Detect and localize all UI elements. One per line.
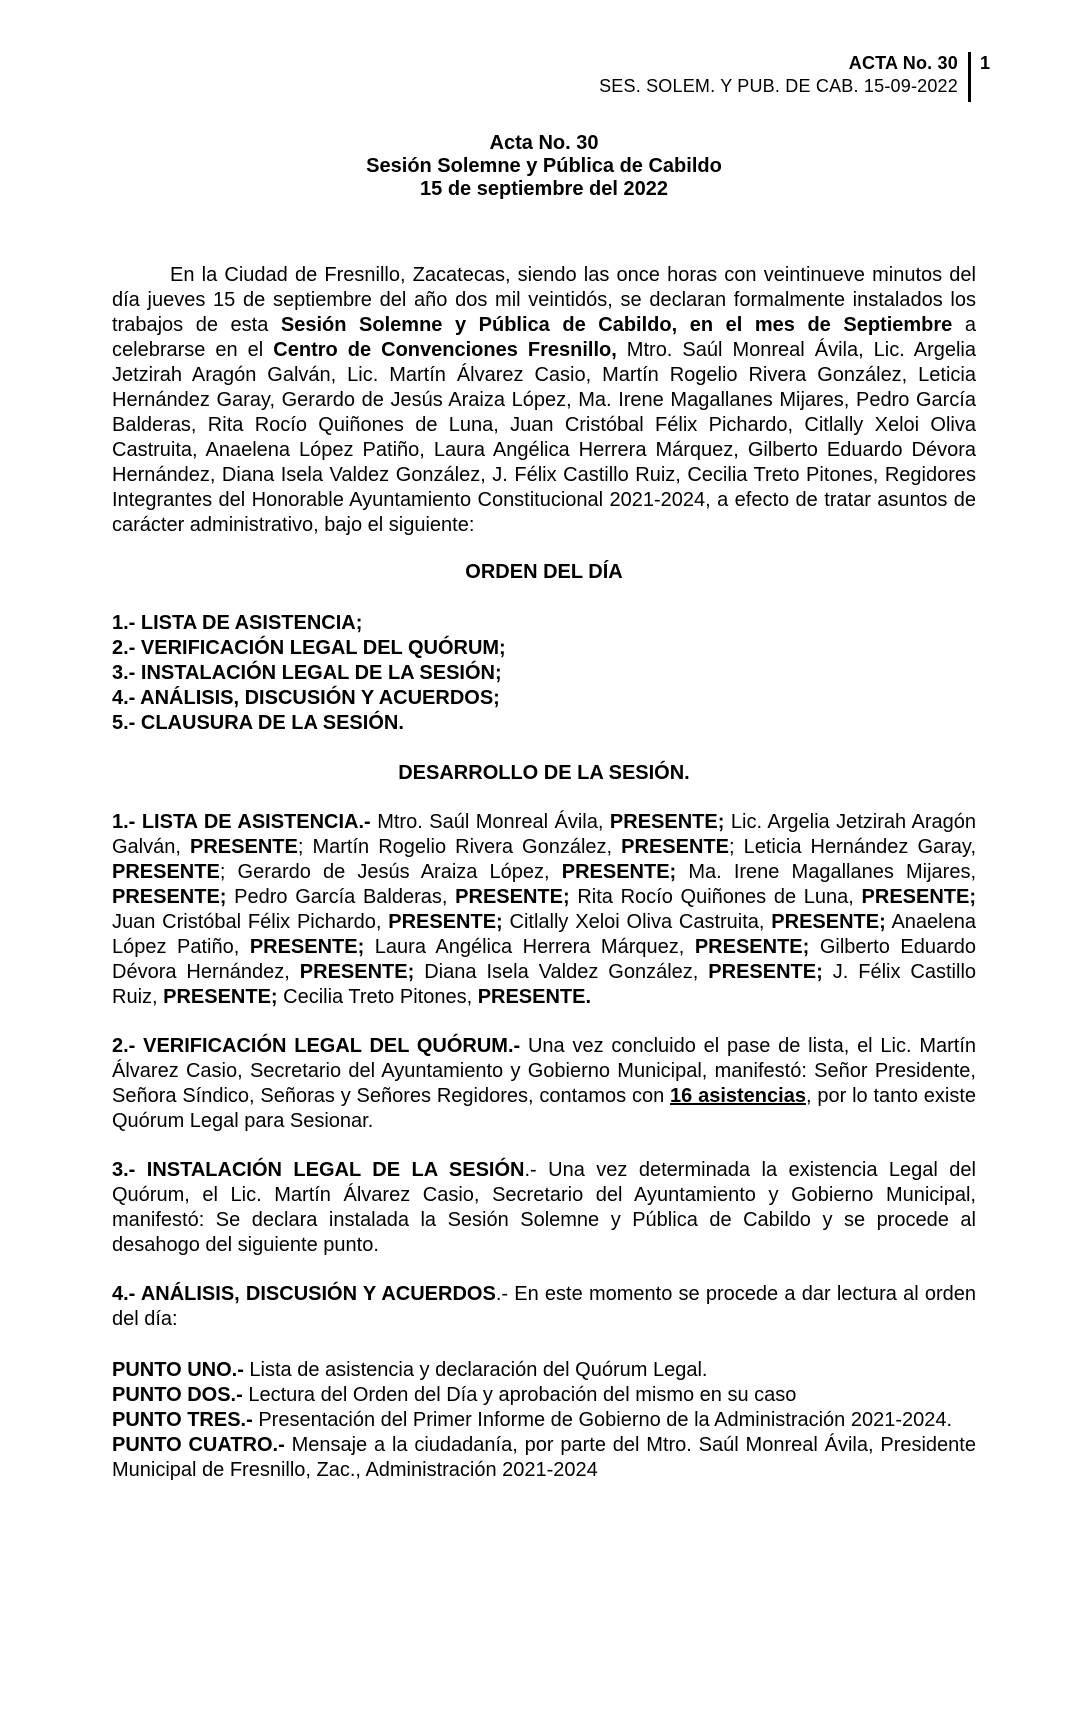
desarrollo-heading: DESARROLLO DE LA SESIÓN. [398,762,690,784]
document-title [0,132,1088,201]
punto-dos-paragraph: PUNTO DOS.- Lectura del Orden del Día y aprobación del mismo en su caso [112,1384,797,1406]
instalacion-legal-paragraph: 3.- INSTALACIÓN LEGAL DE LA SESIÓN.- Una vez determinada la existencia Legal del Quórum, el Lic. Martín Álvarez Casio, Secretario del Ayuntamiento y Gobierno Municipal, manifestó: Se declara instalada la Sesión Solemne y Pública de Cabildo y se procede al desahogo del siguiente punto. [112,1159,976,1256]
orden-del-dia-list [112,611,976,736]
punto-tres-paragraph: PUNTO TRES.- Presentación del Primer Informe de Gobierno de la Administración 2021-2024. [112,1409,953,1431]
header-page-number: 1 [979,53,990,73]
orden-item-instalacion-legal: 3.- INSTALACIÓN LEGAL DE LA SESIÓN; [112,662,502,684]
header-acta-number: ACTA No. 30 [848,53,958,73]
title-line-date: 15 de septiembre del 2022 [420,178,668,200]
puntos-list [112,1358,976,1483]
lista-asistencia-paragraph: 1.- LISTA DE ASISTENCIA.- Mtro. Saúl Monreal Ávila, PRESENTE; Lic. Argelia Jetzirah Aragón Galván, PRESENTE; Martín Rogelio Rivera González, PRESENTE; Leticia Hernández Garay, PRESENTE; Gerardo de Jesús Araiza López, PRESENTE; Ma. Irene Magallanes Mijares, PRESENTE; Pedro García Balderas, PRESENTE; Rita Rocío Quiñones de Luna, PRESENTE; Juan Cristóbal Félix Pichardo, PRESENTE; Citlally Xeloi Oliva Castruita, PRESENTE; Anaelena López Patiño, PRESENTE; Laura Angélica Herrera Márquez, PRESENTE; Gilberto Eduardo Dévora Hernández, PRESENTE; Diana Isela Valdez González, PRESENTE; J. Félix Castillo Ruiz, PRESENTE; Cecilia Treto Pitones, PRESENTE. [112,811,977,1008]
page-header [0,52,990,102]
orden-item-clausura: 5.- CLAUSURA DE LA SESIÓN. [112,712,404,734]
punto-cuatro-paragraph: PUNTO CUATRO.- Mensaje a la ciudadanía, por parte del Mtro. Saúl Monreal Ávila, Presidente Municipal de Fresnillo, Zac., Administración 2021-2024 [112,1434,976,1481]
header-divider [968,52,971,102]
title-line-session: Sesión Solemne y Pública de Cabildo [366,155,722,177]
intro-paragraph: En la Ciudad de Fresnillo, Zacatecas, siendo las once horas con veintinueve minutos del día jueves 15 de septiembre del año dos mil veintidós, se declaran formalmente instalados los trabajos de esta Sesión Solemne y Pública de Cabildo, en el mes de Septiembre a celebrarse en el Centro de Convenciones Fresnillo, Mtro. Saúl Monreal Ávila, Lic. Argelia Jetzirah Aragón Galván, Lic. Martín Álvarez Casio, Martín Rogelio Rivera González, Leticia Hernández Garay, Gerardo de Jesús Araiza López, Ma. Irene Magallanes Mijares, Pedro García Balderas, Rita Rocío Quiñones de Luna, Juan Cristóbal Félix Pichardo, Citlally Xeloi Oliva Castruita, Anaelena López Patiño, Laura Angélica Herrera Márquez, Gilberto Eduardo Dévora Hernández, Diana Isela Valdez González, J. Félix Castillo Ruiz, Cecilia Treto Pitones, Regidores Integrantes del Honorable Ayuntamiento Constitucional 2021-2024, a efecto de tratar asuntos de carácter administrativo, bajo el siguiente: [112,264,976,536]
verificacion-quorum-paragraph: 2.- VERIFICACIÓN LEGAL DEL QUÓRUM.- Una vez concluido el pase de lista, el Lic. Martín Álvarez Casio, Secretario del Ayuntamiento y Gobierno Municipal, manifestó: Señor Presidente, Señora Síndico, Señoras y Señores Regidores, contamos con 16 asistencias, por lo tanto existe Quórum Legal para Sesionar. [112,1035,977,1132]
orden-del-dia-heading: ORDEN DEL DÍA [465,561,623,583]
orden-item-verificacion-quorum: 2.- VERIFICACIÓN LEGAL DEL QUÓRUM; [112,637,506,659]
punto-uno-paragraph: PUNTO UNO.- Lista de asistencia y declaración del Quórum Legal. [112,1359,708,1381]
title-line-acta: Acta No. 30 [489,132,599,154]
orden-item-analisis-discusion: 4.- ANÁLISIS, DISCUSIÓN Y ACUERDOS; [112,687,500,709]
document-body [112,263,976,1483]
header-text-block [599,52,958,98]
orden-item-lista-asistencia: 1.- LISTA DE ASISTENCIA; [112,612,363,634]
analisis-discusion-paragraph: 4.- ANÁLISIS, DISCUSIÓN Y ACUERDOS.- En este momento se procede a dar lectura al orden del día: [112,1283,977,1330]
header-session-line: SES. SOLEM. Y PUB. DE CAB. 15-09-2022 [599,76,958,96]
